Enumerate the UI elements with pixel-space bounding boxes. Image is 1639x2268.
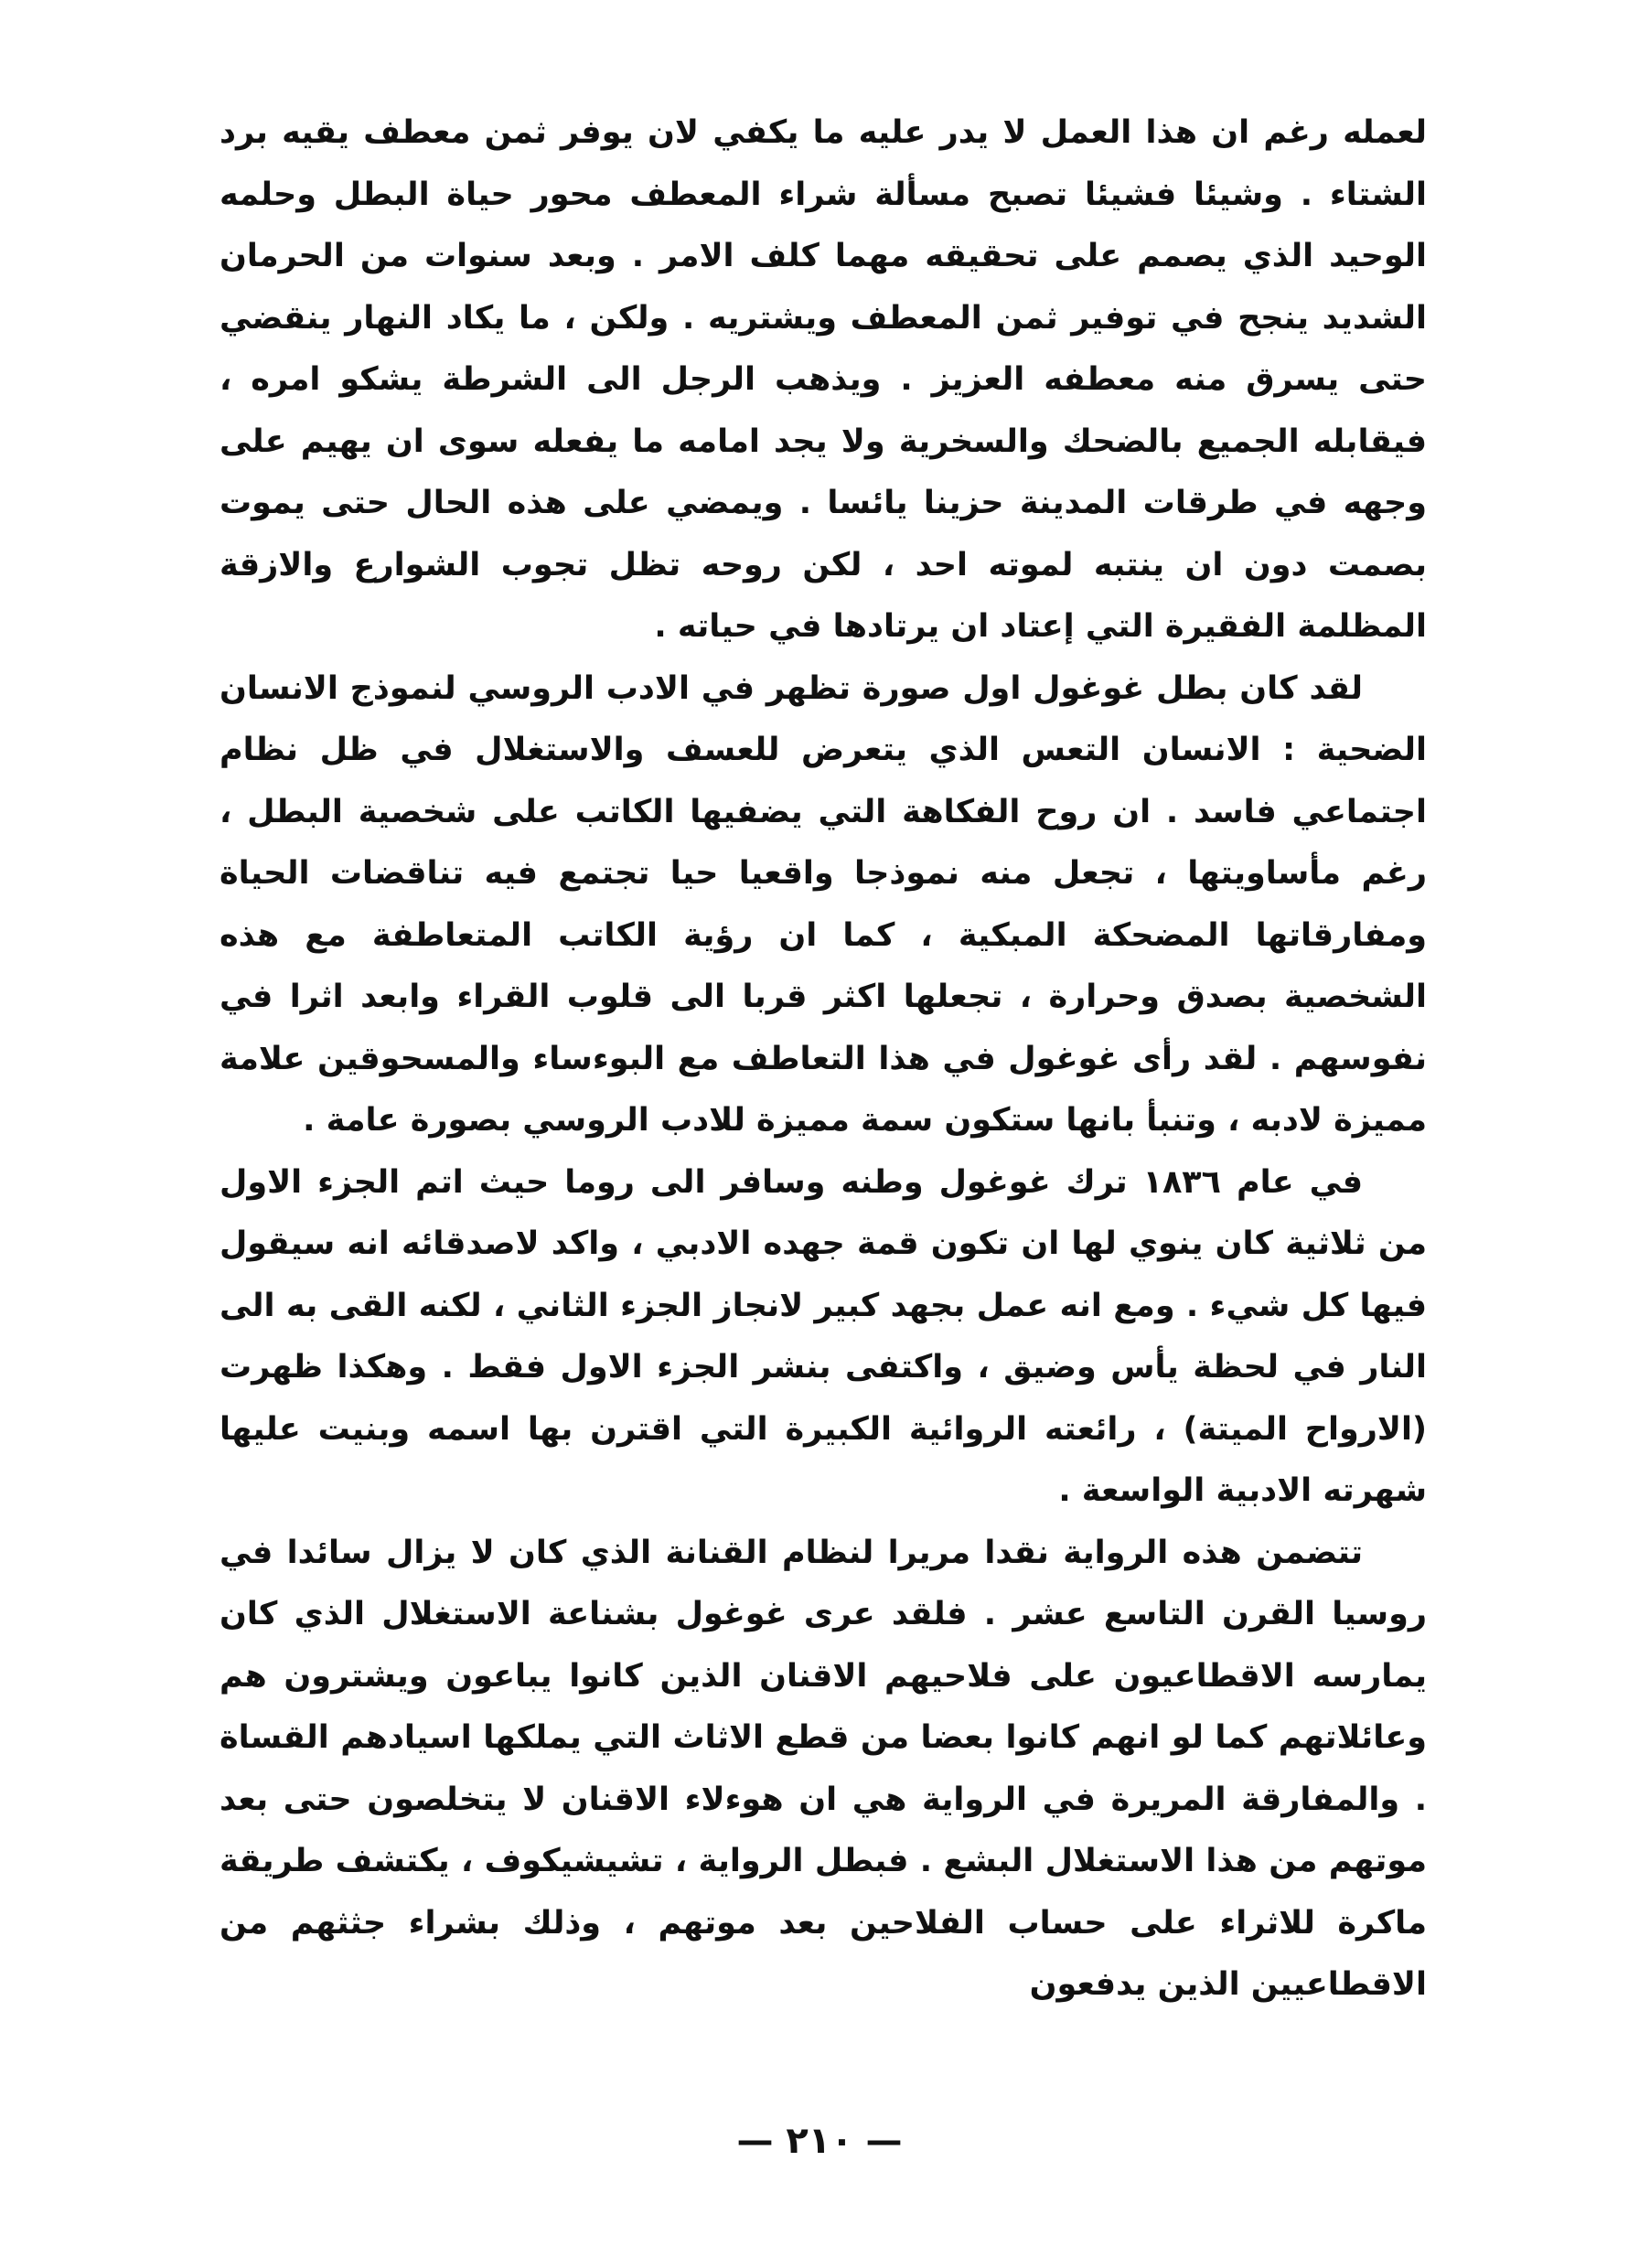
page-number: — ٢١٠ — [736, 2120, 903, 2162]
paragraph-4: تتضمن هذه الرواية نقدا مريرا لنظام القنانة الذي كان لا يزال سائدا في روسيا القرن التاسع عشر . فلقد عرى غوغول بشناعة الاستغلال الذي كان يمارسه الاقطاعيون على فلاحيهم الاقنان الذين كانوا يباعون ويشترون هم وعائلاتهم كما لو انهم كانوا بعضا من قطع الاثاث التي يملكها اسيادهم القساة . والمفارقة المريرة في الرواية هي ان هوءلاء الاقنان لا يتخلصون حتى بعد موتهم من هذا الاستغلال البشع . فبطل الرواية ، تشيشيكوف ، يكتشف طريقة ماكرة للاثراء على حساب الفلاحين بعد موتهم ، وذلك بشراء جثثهم من الاقطاعيين الذين يدفعون [220, 1534, 1427, 2003]
paragraph-1: لعمله رغم ان هذا العمل لا يدر عليه ما يكفي لان يوفر ثمن معطف يقيه برد الشتاء . وشيئا فشيئا تصبح مسألة شراء المعطف محور حياة البطل وحلمه الوحيد الذي يصمم على تحقيقه مهما كلف الامر . وبعد سنوات من الحرمان الشديد ينجح في توفير ثمن المعطف ويشتريه . ولكن ، ما يكاد النهار ينقضي حتى يسرق منه معطفه العزيز . ويذهب الرجل الى الشرطة يشكو امره ، فيقابله الجميع بالضحك والسخرية ولا يجد امامه ما يفعله سوى ان يهيم على وجهه في طرقات المدينة حزينا يائسا . ويمضي على هذه الحال حتى يموت بصمت دون ان ينتبه لموته احد ، لكن روحه تظل تجوب الشوارع والازقة المظلمة الفقيرة التي إعتاد ان يرتادها في حياته . [220, 114, 1427, 645]
paragraph-2: لقد كان بطل غوغول اول صورة تظهر في الادب الروسي لنموذج الانسان الضحية : الانسان التعس الذي يتعرض للعسف والاستغلال في ظل نظام اجتماعي فاسد . ان روح الفكاهة التي يضفيها الكاتب على شخصية البطل ، رغم مأساويتها ، تجعل منه نموذجا واقعيا حيا تجتمع فيه تناقضات الحياة ومفارقاتها المضحكة المبكية ، كما ان رؤية الكاتب المتعاطفة مع هذه الشخصية بصدق وحرارة ، تجعلها اكثر قربا الى قلوب القراء وابعد اثرا في نفوسهم . لقد رأى غوغول في هذا التعاطف مع البوءساء والمسحوقين علامة مميزة لادبه ، وتنبأ بانها ستكون سمة مميزة للادب الروسي بصورة عامة . [220, 669, 1427, 1139]
body-text [220, 102, 1427, 2017]
paragraph-3: في عام ١٨٣٦ ترك غوغول وطنه وسافر الى روما حيث اتم الجزء الاول من ثلاثية كان ينوي لها ان تكون قمة جهده الادبي ، واكد لاصدقائه انه سيقول فيها كل شيء . ومع انه عمل بجهد كبير لانجاز الجزء الثاني ، لكنه القى به الى النار في لحظة يأس وضيق ، واكتفى بنشر الجزء الاول فقط . وهكذا ظهرت (الارواح الميتة) ، رائعته الروائية الكبيرة التي اقترن بها اسمه وبنيت عليها شهرته الادبية الواسعة . [220, 1163, 1427, 1509]
